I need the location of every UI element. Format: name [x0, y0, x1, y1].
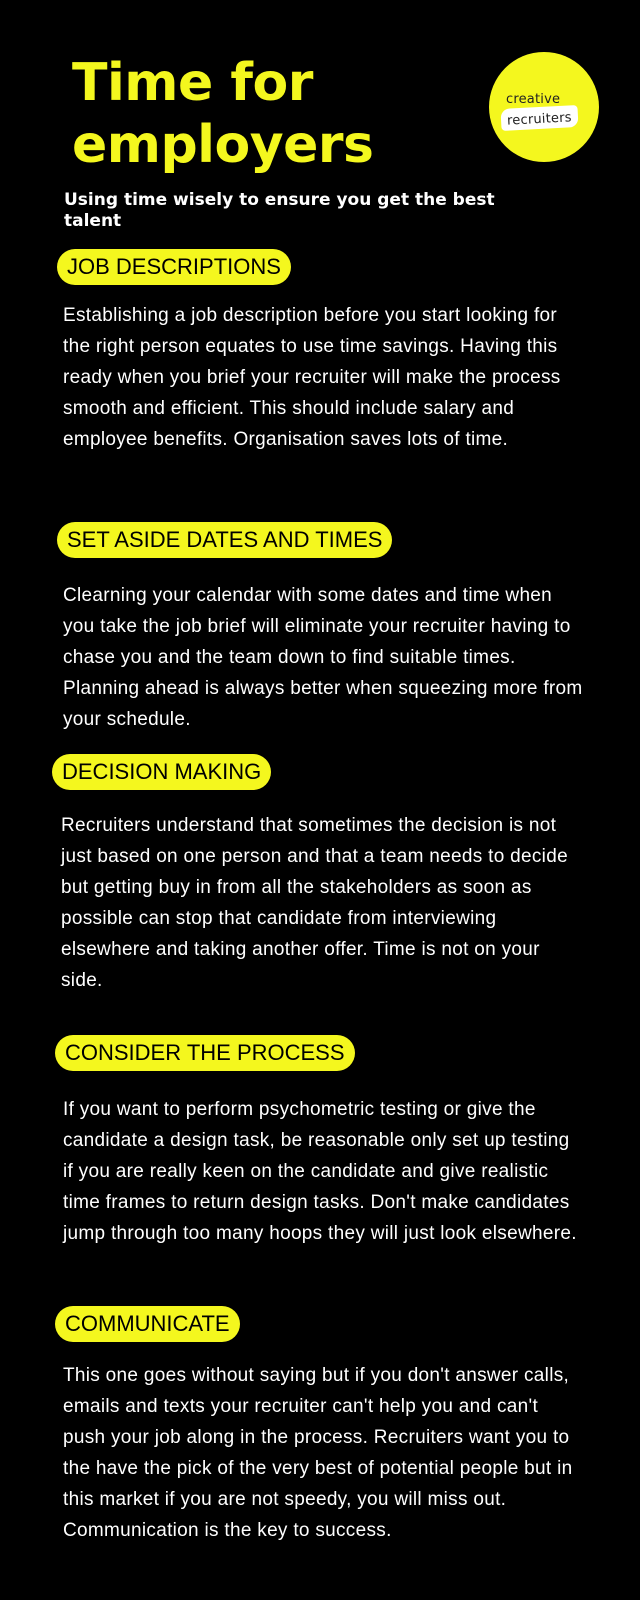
section-body-consider-the-process: If you want to perform psychometric testing or give the candidate a design task, be reasonable only set up testing if you are really keen on the candidate and give realistic time frames to return design tasks. Don't make candidates jump through too many hoops they will just look elsewhere. — [63, 1099, 577, 1244]
section-body-set-aside-dates: Clearning your calendar with some dates and time when you take the job brief will eliminate your recruiter having to chase you and the team down to find suitable times. Planning ahead is always better when squeezing more from your schedule. — [63, 585, 583, 730]
page-title — [72, 52, 373, 176]
logo-text-creative: creative — [506, 92, 561, 107]
creative-recruiters-logo — [489, 52, 599, 162]
section-body-communicate: This one goes without saying but if you don't answer calls, emails and texts your recruiter can't help you and can't push your job along in the process. Recruiters want you to the have the pick of the very best of potential people but in this market if you are not speedy, you will miss out. Communication is the key to success. — [63, 1365, 573, 1541]
logo-brush-stroke — [500, 105, 578, 131]
section-body-decision-making: Recruiters understand that sometimes the decision is not just based on one person and that a team needs to decide but getting buy in from all the stakeholders as soon as possible can stop that candidate from interviewing elsewhere and taking another offer. Time is not on your side. — [61, 815, 568, 991]
section-body-job-descriptions: Establishing a job description before you start looking for the right person equates to use time savings. Having this ready when you brief your recruiter will make the process smooth and efficient. This should include salary and employee benefits. Organisation saves lots of time. — [63, 305, 561, 450]
section-heading-set-aside-dates: SET ASIDE DATES AND TIMES — [57, 522, 392, 558]
page-title-line-1: Time for — [72, 53, 313, 113]
page-subtitle: Using time wisely to ensure you get the best talent — [64, 190, 495, 231]
page-title-line-2: employers — [72, 115, 374, 175]
section-heading-consider-the-process: CONSIDER THE PROCESS — [55, 1035, 355, 1071]
section-heading-communicate: COMMUNICATE — [55, 1306, 240, 1342]
logo-text-recruiters: recruiters — [506, 110, 573, 129]
section-heading-decision-making: DECISION MAKING — [52, 754, 271, 790]
section-heading-job-descriptions: JOB DESCRIPTIONS — [57, 249, 291, 285]
